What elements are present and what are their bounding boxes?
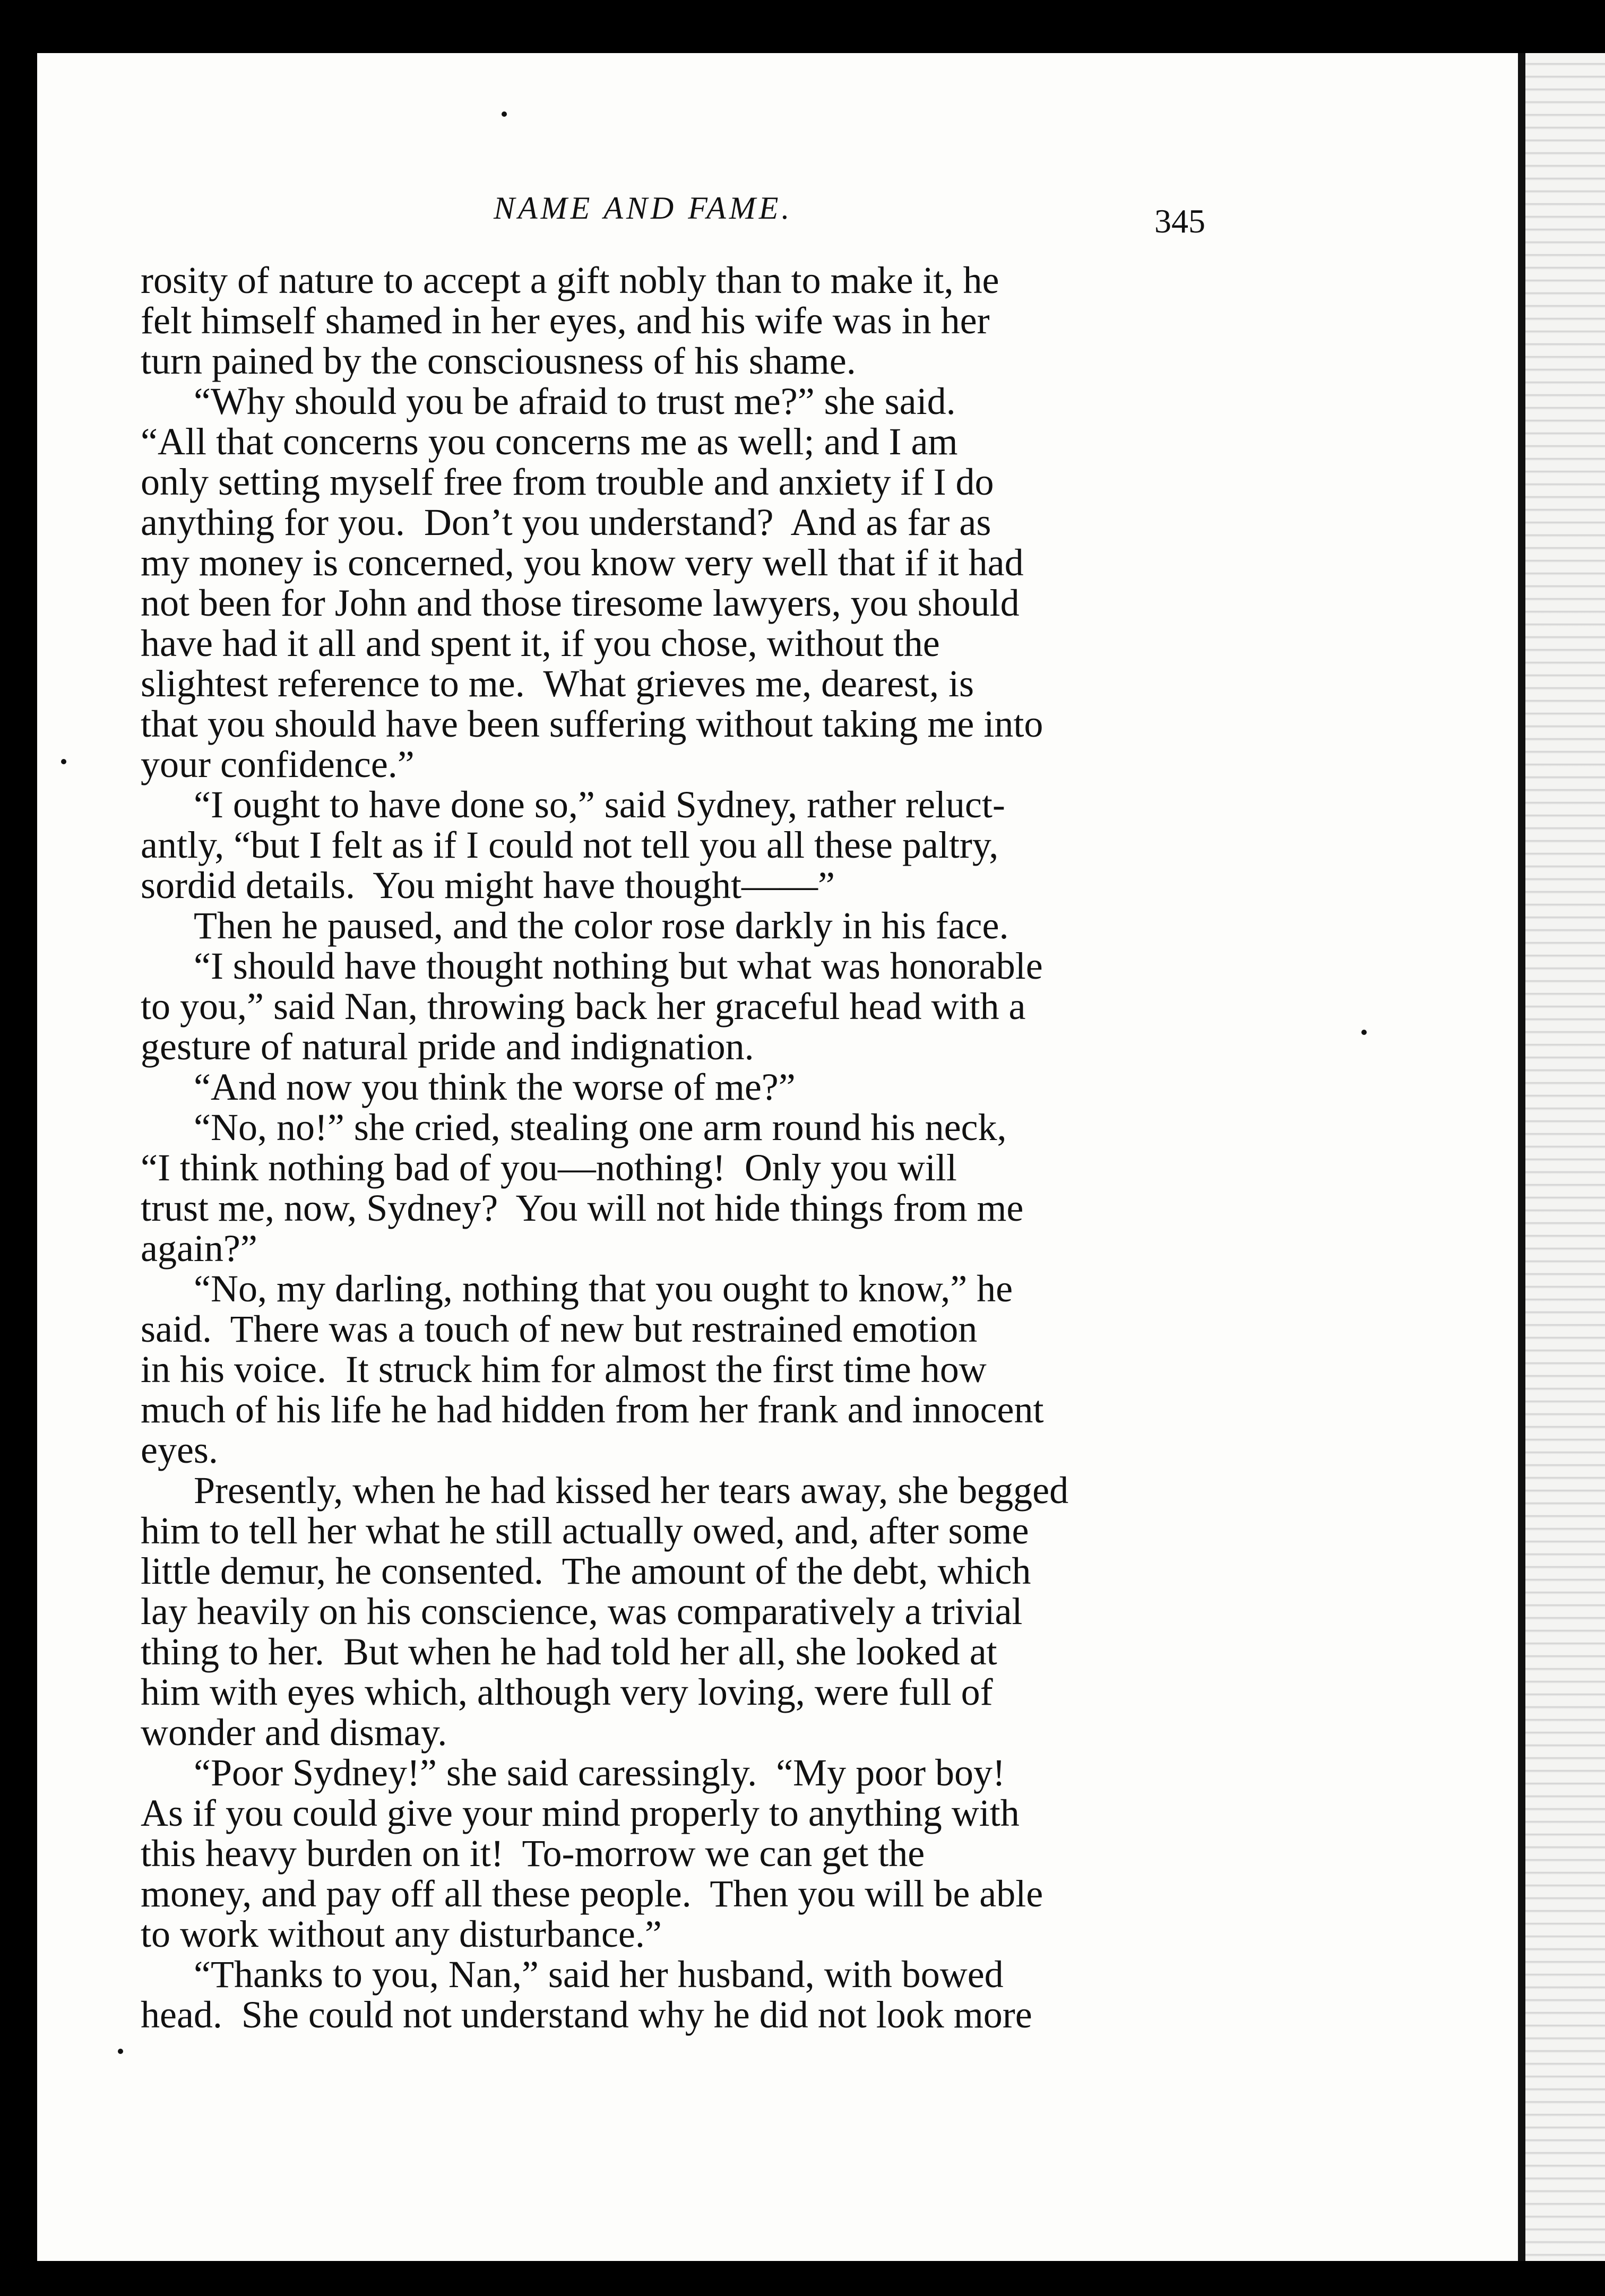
text-line: felt himself shamed in her eyes, and his wife was in her xyxy=(141,299,990,342)
text-line: sordid details. You might have thought——” xyxy=(141,864,835,907)
text-line: again?” xyxy=(141,1227,257,1270)
text-line: my money is concerned, you know very well that if it had xyxy=(141,541,1024,584)
text-line: Presently, when he had kissed her tears away, she begged xyxy=(194,1469,1069,1512)
text-line: “Poor Sydney!” she said caressingly. “My poor boy! xyxy=(194,1751,1006,1794)
text-line: thing to her. But when he had told her all, she looked at xyxy=(141,1630,997,1673)
text-line: head. She could not understand why he did not look more xyxy=(141,1993,1032,2036)
scan-speck xyxy=(61,759,66,764)
text-line: slightest reference to me. What grieves me, dearest, is xyxy=(141,662,974,705)
text-line: money, and pay off all these people. Then you will be able xyxy=(141,1872,1043,1915)
text-line: As if you could give your mind properly to anything with xyxy=(141,1792,1020,1834)
text-line: “I should have thought nothing but what was honorable xyxy=(194,945,1043,987)
scanned-page-edge xyxy=(1525,53,1605,2261)
text-line: have had it all and spent it, if you chose, without the xyxy=(141,622,940,664)
text-line: little demur, he consented. The amount of the debt, which xyxy=(141,1550,1031,1592)
text-line: that you should have been suffering without taking me into xyxy=(141,703,1043,745)
text-line: said. There was a touch of new but restrained emotion xyxy=(141,1308,978,1350)
book-text-block xyxy=(141,260,1218,2035)
text-line: antly, “but I felt as if I could not tell you all these paltry, xyxy=(141,824,999,866)
text-line: “I think nothing bad of you—nothing! Only you will xyxy=(141,1146,957,1189)
text-line: Then he paused, and the color rose darkly in his face. xyxy=(194,904,1009,947)
text-line: trust me, now, Sydney? You will not hide things from me xyxy=(141,1187,1024,1229)
text-line: only setting myself free from trouble and anxiety if I do xyxy=(141,461,994,503)
text-line: “I ought to have done so,” said Sydney, rather reluct- xyxy=(194,783,1005,826)
text-line: turn pained by the consciousness of his shame. xyxy=(141,340,856,382)
text-line: “Thanks to you, Nan,” said her husband, with bowed xyxy=(194,1953,1004,1996)
text-line: him with eyes which, although very loving, were full of xyxy=(141,1671,993,1713)
text-line: your confidence.” xyxy=(141,743,415,786)
scan-speck xyxy=(1361,1030,1367,1035)
text-line: to you,” said Nan, throwing back her graceful head with a xyxy=(141,985,1026,1028)
text-line: “Why should you be afraid to trust me?” she said. xyxy=(194,380,956,422)
text-line: rosity of nature to accept a gift nobly than to make it, he xyxy=(141,259,999,301)
text-line: him to tell her what he still actually owed, and, after some xyxy=(141,1509,1029,1552)
page-number: 345 xyxy=(1154,202,1205,240)
scan-speck xyxy=(502,111,507,117)
text-line: this heavy burden on it! To-morrow we can get the xyxy=(141,1832,925,1875)
text-line: not been for John and those tiresome lawyers, you should xyxy=(141,582,1020,624)
text-line: anything for you. Don’t you understand? And as far as xyxy=(141,501,991,543)
text-line: “No, no!” she cried, stealing one arm round his neck, xyxy=(194,1106,1007,1149)
text-line: gesture of natural pride and indignation. xyxy=(141,1025,754,1068)
text-line: to work without any disturbance.” xyxy=(141,1913,662,1955)
text-line: eyes. xyxy=(141,1429,218,1471)
text-line: wonder and dismay. xyxy=(141,1711,447,1754)
text-line: “And now you think the worse of me?” xyxy=(194,1066,796,1108)
running-title: NAME AND FAME. xyxy=(494,191,793,226)
text-line: “All that concerns you concerns me as well; and I am xyxy=(141,420,958,463)
text-line: lay heavily on his conscience, was comparatively a trivial xyxy=(141,1590,1023,1633)
text-line: in his voice. It struck him for almost the first time how xyxy=(141,1348,987,1391)
text-line: much of his life he had hidden from her frank and innocent xyxy=(141,1388,1044,1431)
text-line: “No, my darling, nothing that you ought to know,” he xyxy=(194,1267,1013,1310)
scan-speck xyxy=(118,2049,123,2054)
